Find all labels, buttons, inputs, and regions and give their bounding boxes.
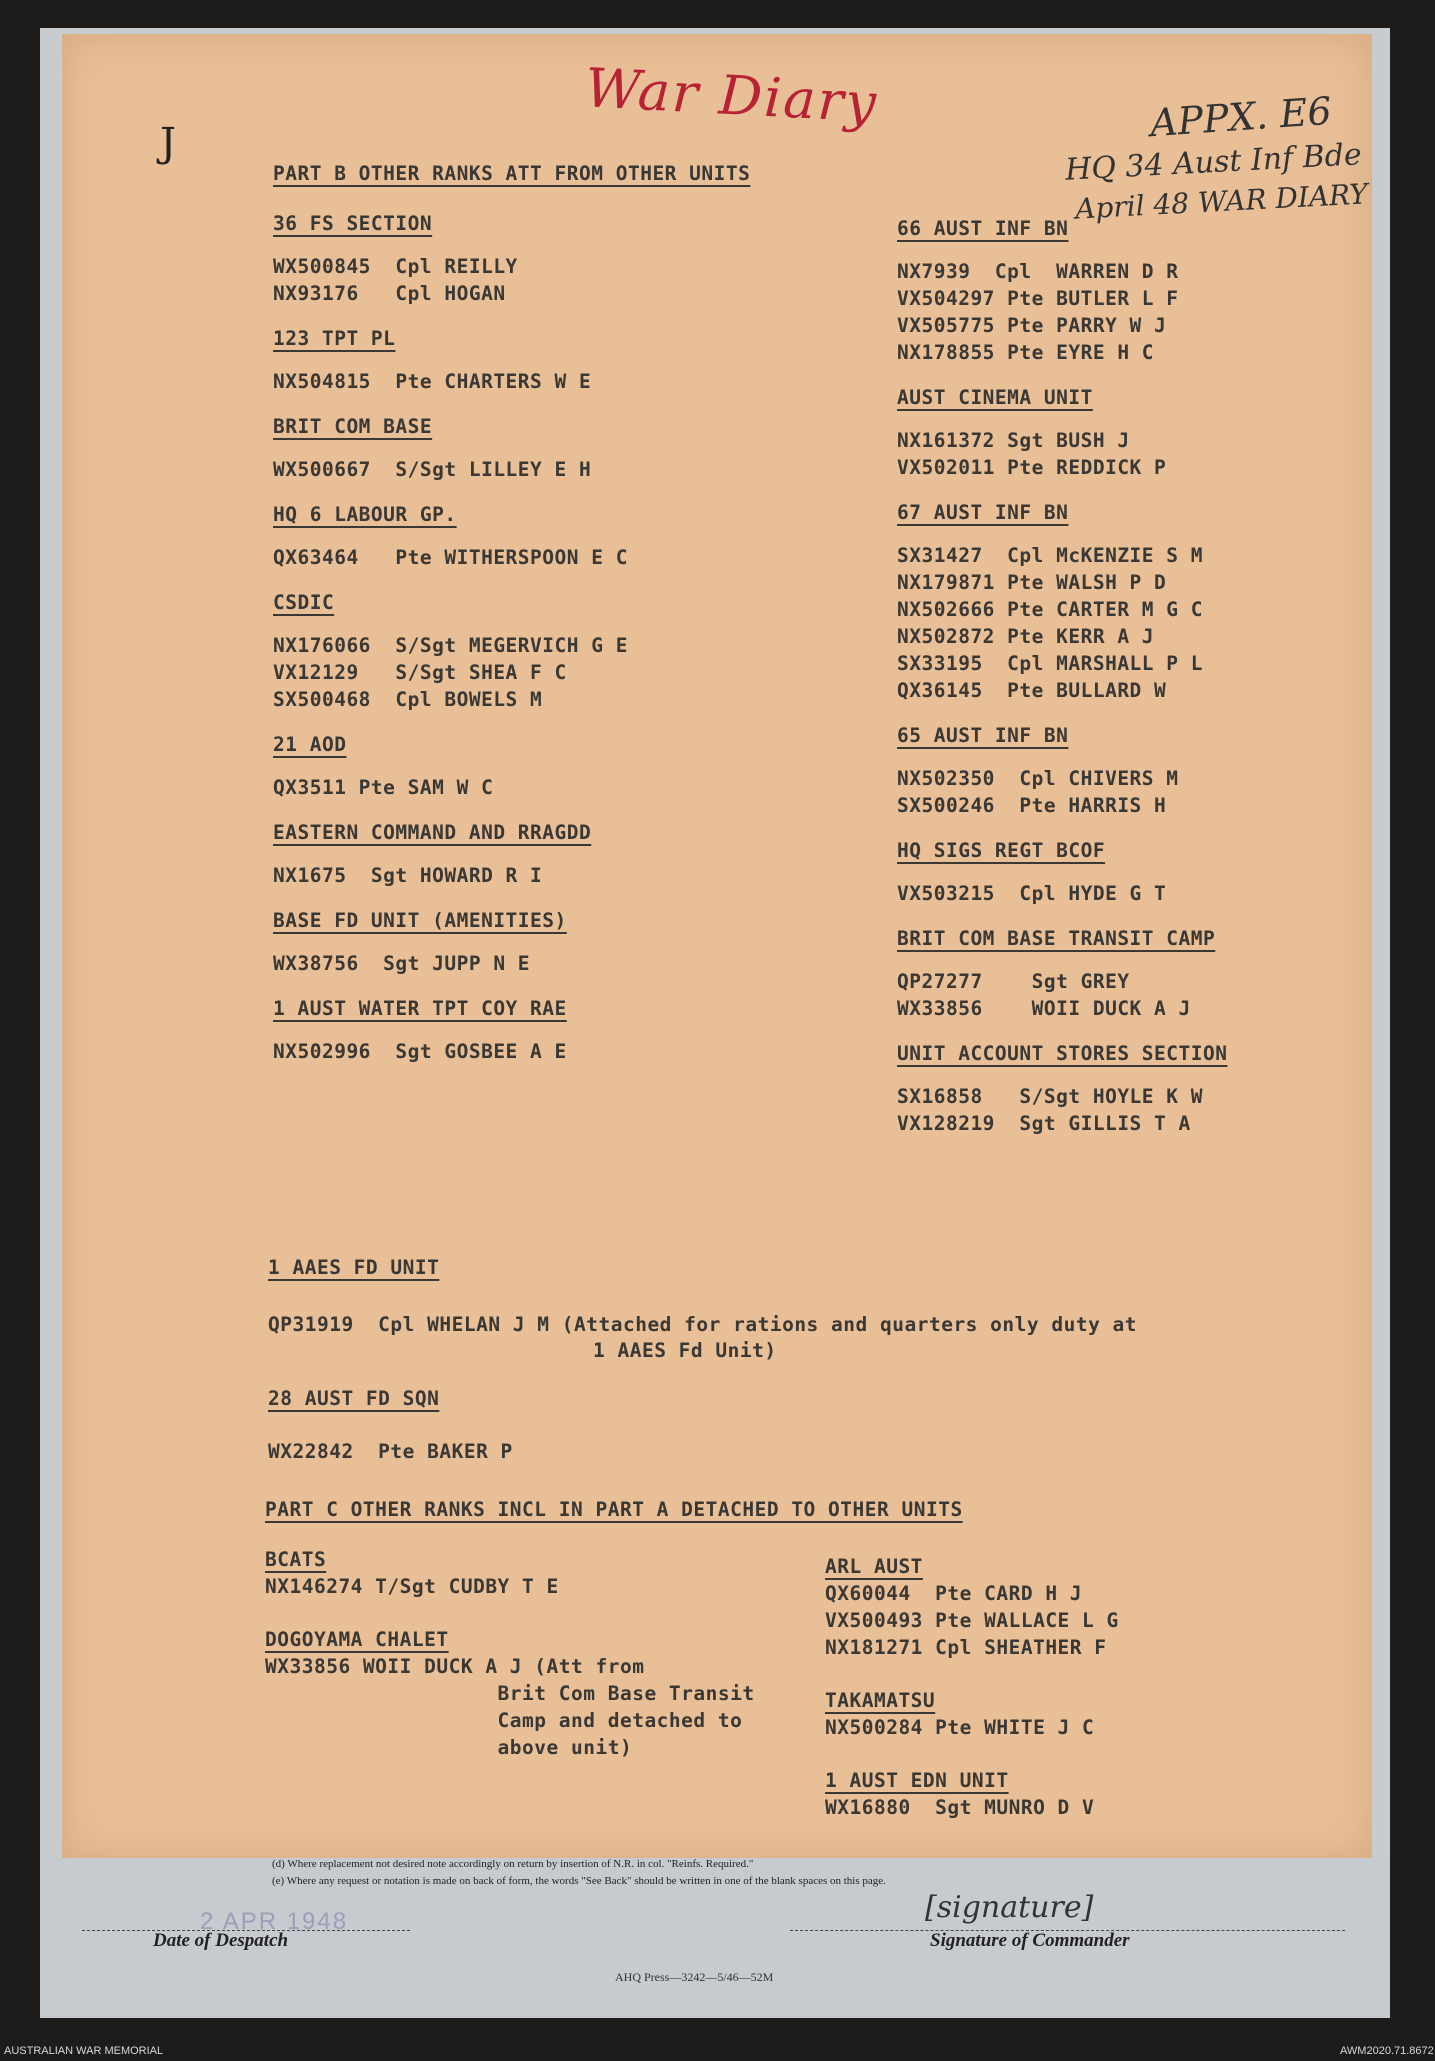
- roll-entry: VX12129 S/Sgt SHEA F C: [273, 661, 567, 684]
- roll-entry: NX176066 S/Sgt MEGERVICH G E: [273, 634, 628, 657]
- roll-entry: VX504297 Pte BUTLER L F: [897, 287, 1179, 310]
- part-c-right-column: [825, 1553, 1325, 1839]
- date-of-despatch-label: Date of Despatch: [153, 1930, 289, 1951]
- unit-block: [273, 907, 893, 977]
- roll-entry: QP31919 Cpl WHELAN J M (Attached for rations and quarters only duty at: [268, 1313, 1138, 1336]
- part-c-left-column: [265, 1546, 785, 1779]
- unit-block: [273, 995, 893, 1065]
- handwritten-unit: HQ 34 Aust Inf Bde: [1064, 137, 1363, 188]
- form-note-e: (e) Where any request or notation is made on back of form, the words "See Back" should be written in one of the blank spaces on this page.: [272, 1875, 886, 1887]
- unit-heading: 1 AAES FD UNIT: [268, 1256, 440, 1279]
- roll-entry: NX502872 Pte KERR A J: [897, 625, 1155, 648]
- unit-heading: TAKAMATSU: [825, 1689, 936, 1712]
- roll-entry: NX93176 Cpl HOGAN: [273, 282, 506, 305]
- unit-block: [265, 1546, 785, 1600]
- unit-block: [897, 499, 1357, 704]
- roll-entry: NX7939 Cpl WARREN D R: [897, 260, 1179, 283]
- unit-block: [265, 1626, 785, 1761]
- unit-heading: 123 TPT PL: [273, 327, 396, 350]
- unit-heading: 21 AOD: [273, 733, 347, 756]
- unit-block: [897, 384, 1357, 481]
- unit-heading: 65 AUST INF BN: [897, 724, 1069, 747]
- unit-heading: 36 FS SECTION: [273, 212, 433, 235]
- unit-block: [273, 819, 893, 889]
- roll-entry: QX63464 Pte WITHERSPOON E C: [273, 546, 628, 569]
- unit-block: [273, 325, 893, 395]
- roll-entry: WX33856 WOII DUCK A J: [897, 997, 1191, 1020]
- unit-block: [897, 1040, 1357, 1137]
- roll-entry: VX500493 Pte WALLACE L G: [825, 1609, 1119, 1632]
- commander-signature: [signature]: [925, 1890, 1094, 1925]
- roll-entry: SX500246 Pte HARRIS H: [897, 794, 1167, 817]
- unit-block: [273, 501, 893, 571]
- archive-caption: AUSTRALIAN WAR MEMORIAL: [4, 2045, 164, 2057]
- roll-entry: QX36145 Pte BULLARD W: [897, 679, 1167, 702]
- roll-entry: NX504815 Pte CHARTERS W E: [273, 370, 592, 393]
- roll-entry: QX3511 Pte SAM W C: [273, 776, 494, 799]
- unit-heading: ARL AUST: [825, 1555, 923, 1578]
- archive-reference: AWM2020.71.8672: [1340, 2045, 1434, 2057]
- form-note-d: (d) Where replacement not desired note accordingly on return by insertion of N.R. in col. "Reinfs. Required.": [272, 1858, 754, 1870]
- roll-entry: NX179871 Pte WALSH P D: [897, 571, 1167, 594]
- unit-block: [825, 1767, 1325, 1821]
- unit-block: [897, 925, 1357, 1022]
- roll-entry: SX33195 Cpl MARSHALL P L: [897, 652, 1203, 675]
- tick-mark: J: [160, 120, 177, 166]
- signature-label: Signature of Commander: [930, 1930, 1130, 1951]
- unit-block: [273, 731, 893, 801]
- unit-heading: 66 AUST INF BN: [897, 217, 1069, 240]
- roll-entry: above unit): [265, 1736, 633, 1759]
- roll-entry: 1 AAES Fd Unit): [593, 1339, 777, 1362]
- unit-heading: 67 AUST INF BN: [897, 501, 1069, 524]
- unit-heading: EASTERN COMMAND AND RRAGDD: [273, 821, 592, 844]
- unit-heading: CSDIC: [273, 591, 335, 614]
- unit-block: [897, 837, 1357, 907]
- unit-block: [897, 215, 1357, 366]
- roll-entry: WX33856 WOII DUCK A J (Att from: [265, 1655, 645, 1678]
- unit-block: [897, 722, 1357, 819]
- roll-entry: NX178855 Pte EYRE H C: [897, 341, 1155, 364]
- unit-heading: 1 AUST WATER TPT COY RAE: [273, 997, 567, 1020]
- part-b-heading: PART B OTHER RANKS ATT FROM OTHER UNITS: [273, 162, 751, 185]
- roll-entry: NX502666 Pte CARTER M G C: [897, 598, 1203, 621]
- part-b-left-column: [273, 210, 893, 1083]
- roll-entry: NX146274 T/Sgt CUDBY T E: [265, 1575, 559, 1598]
- roll-entry: VX128219 Sgt GILLIS T A: [897, 1112, 1191, 1135]
- roll-entry: SX500468 Cpl BOWELS M: [273, 688, 543, 711]
- unit-block: [825, 1687, 1325, 1741]
- roll-entry: WX38756 Sgt JUPP N E: [273, 952, 531, 975]
- roll-entry: Camp and detached to: [265, 1709, 743, 1732]
- unit-heading: DOGOYAMA CHALET: [265, 1628, 449, 1651]
- roll-entry: NX181271 Cpl SHEATHER F: [825, 1636, 1107, 1659]
- handwritten-month: April 48 WAR DIARY: [1074, 177, 1369, 226]
- roll-entry: NX1675 Sgt HOWARD R I: [273, 864, 543, 887]
- roll-entry: WX16880 Sgt MUNRO D V: [825, 1796, 1095, 1819]
- unit-heading: BASE FD UNIT (AMENITIES): [273, 909, 567, 932]
- roll-entry: Brit Com Base Transit: [265, 1682, 755, 1705]
- unit-heading: UNIT ACCOUNT STORES SECTION: [897, 1042, 1228, 1065]
- unit-heading: 1 AUST EDN UNIT: [825, 1769, 1009, 1792]
- roll-entry: WX22842 Pte BAKER P: [268, 1440, 513, 1463]
- unit-heading: BRIT COM BASE TRANSIT CAMP: [897, 927, 1216, 950]
- unit-block: [273, 210, 893, 307]
- roll-entry: WX500667 S/Sgt LILLEY E H: [273, 458, 592, 481]
- part-b-right-column: [897, 215, 1357, 1155]
- unit-heading: BCATS: [265, 1548, 327, 1571]
- unit-heading: HQ 6 LABOUR GP.: [273, 503, 457, 526]
- roll-entry: NX161372 Sgt BUSH J: [897, 429, 1130, 452]
- date-stamp: 2 APR 1948: [200, 1908, 349, 1935]
- roll-entry: VX503215 Cpl HYDE G T: [897, 882, 1167, 905]
- roll-entry: NX502350 Cpl CHIVERS M: [897, 767, 1179, 790]
- unit-block: [825, 1553, 1325, 1661]
- handwritten-title: War Diary: [583, 56, 880, 135]
- roll-entry: VX505775 Pte PARRY W J: [897, 314, 1167, 337]
- unit-block: [273, 589, 893, 713]
- part-c-heading: PART C OTHER RANKS INCL IN PART A DETACHED TO OTHER UNITS: [265, 1498, 963, 1521]
- unit-heading: 28 AUST FD SQN: [268, 1387, 440, 1410]
- roll-entry: NX500284 Pte WHITE J C: [825, 1716, 1095, 1739]
- unit-heading: BRIT COM BASE: [273, 415, 433, 438]
- roll-entry: NX502996 Sgt GOSBEE A E: [273, 1040, 567, 1063]
- roll-entry: QP27277 Sgt GREY: [897, 970, 1130, 993]
- roll-entry: SX31427 Cpl McKENZIE S M: [897, 544, 1203, 567]
- unit-block: [273, 413, 893, 483]
- roll-entry: QX60044 Pte CARD H J: [825, 1582, 1083, 1605]
- press-imprint: AHQ Press—3242—5/46—52M: [615, 1970, 774, 1984]
- roll-entry: WX500845 Cpl REILLY: [273, 255, 518, 278]
- roll-entry: SX16858 S/Sgt HOYLE K W: [897, 1085, 1203, 1108]
- roll-entry: VX502011 Pte REDDICK P: [897, 456, 1167, 479]
- unit-heading: HQ SIGS REGT BCOF: [897, 839, 1106, 862]
- unit-heading: AUST CINEMA UNIT: [897, 386, 1093, 409]
- handwritten-appendix: APPX. E6: [1148, 88, 1334, 146]
